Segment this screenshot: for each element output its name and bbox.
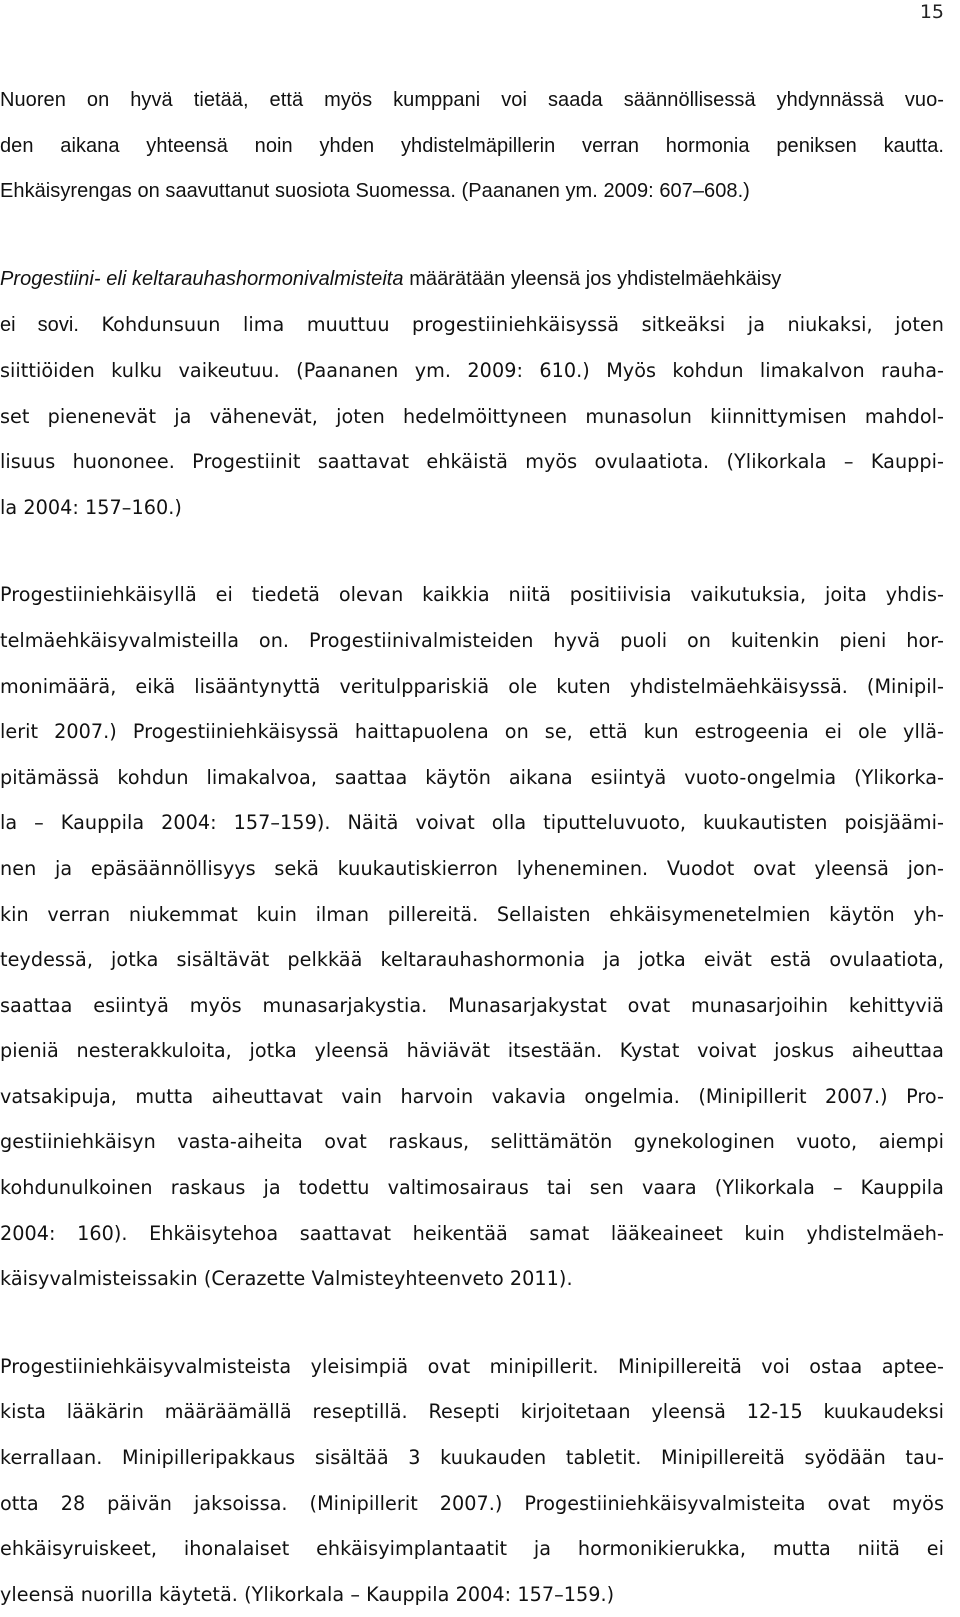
- text-line: nen ja epäsäännöllisyys sekä kuukautiskierron lyheneminen. Vuodot ovat yleensä jon-: [0, 856, 944, 880]
- text-line: teydessä, jotka sisältävät pelkkää keltarauhashormonia ja jotka eivät estä ovulaatiota,: [0, 948, 944, 972]
- text-line: Nuoren on hyvä tietää, että myös kumppani voi saada säännöllisessä yhdynnässä vuo-: [0, 89, 944, 111]
- text-line: ehkäisyruiskeet, ihonalaiset ehkäisyimplantaatit ja hormonikierukka, mutta niitä ei: [0, 1537, 944, 1561]
- paragraph-4: [0, 1344, 944, 1617]
- text-line: la – Kauppila 2004: 157–159). Näitä voivat olla tiputteluvuoto, kuukautisten poisjäämi-: [0, 811, 944, 835]
- text-line: siittiöiden kulku vaikeutuu. (Paananen ym. 2009: 610.) Myös kohdun limakalvon rauha-: [0, 358, 944, 382]
- text-line: lisuus huononee. Progestiinit saattavat ehkäistä myös ovulaatiota. (Ylikorkala – Kauppi-: [0, 450, 944, 474]
- text-line: Ehkäisyrengas on saavuttanut suosiota Suomessa. (Paananen ym. 2009: 607–608.): [0, 180, 750, 203]
- text-line: vatsakipuja, mutta aiheuttavat vain harvoin vakavia ongelmia. (Minipillerit 2007.) Pro-: [0, 1084, 944, 1108]
- text-line: set pienenevät ja vähenevät, joten hedelmöittyneen munasolun kiinnittymisen mahdol-: [0, 404, 944, 428]
- text-line: lerit 2007.) Progestiiniehkäisyssä haittapuolena on se, että kun estrogeenia ei ole yllä-: [0, 720, 944, 744]
- italic-term: Progestiini- eli keltarauhashormonivalmisteita: [0, 267, 404, 290]
- text-line: monimäärä, eikä lisääntynyttä veritulppariskiä ole kuten yhdistelmäehkäisyssä. (Minipil-: [0, 674, 944, 698]
- paragraph-3: [0, 572, 944, 1302]
- text-line: kerrallaan. Minipilleripakkaus sisältää 3 kuukauden tabletit. Minipillereitä syödään tau-: [0, 1446, 944, 1470]
- text-line: yleensä nuorilla käytetä. (Ylikorkala – Kauppila 2004: 157–159.): [0, 1582, 615, 1606]
- text-span: Kohdunsuun lima muuttuu progestiiniehkäisyssä sitkeäksi ja niukaksi, joten: [79, 313, 944, 337]
- text-span: määrätään yleensä jos yhdistelmäehkäisy: [403, 267, 782, 290]
- paragraph-1: [0, 78, 944, 215]
- text-line: Progestiiniehkäisyvalmisteista yleisimpiä ovat minipillerit. Minipillereitä voi ostaa aptee-: [0, 1354, 944, 1378]
- text-line: gestiiniehkäisyn vasta-aiheita ovat raskaus, selittämätön gynekologinen vuoto, aiempi: [0, 1130, 944, 1154]
- paragraph-2: [0, 257, 944, 531]
- document-body: [0, 78, 944, 1617]
- text-line: den aikana yhteensä noin yhden yhdistelmäpillerin verran hormonia peniksen kautta.: [0, 134, 944, 157]
- text-line: telmäehkäisyvalmisteilla on. Progestiinivalmisteiden hyvä puoli on kuitenkin pieni hor-: [0, 628, 944, 652]
- text-line: saattaa esiintyä myös munasarjakystia. Munasarjakystat ovat munasarjoihin kehittyviä: [0, 993, 944, 1017]
- text-line: pitämässä kohdun limakalvoa, saattaa käytön aikana esiintyä vuoto-ongelmia (Ylikorka-: [0, 765, 944, 789]
- text-line: [0, 302, 944, 348]
- text-line: 2004: 160). Ehkäisytehoa saattavat heikentää samat lääkeaineet kuin yhdistelmäeh-: [0, 1221, 944, 1245]
- text-line: pieniä nesterakkuloita, jotka yleensä häviävät itsestään. Kystat voivat joskus aiheuttaa: [0, 1039, 944, 1063]
- text-line: [0, 257, 944, 303]
- text-line: kin verran niukemmat kuin ilman pillereitä. Sellaisten ehkäisymenetelmien käytön yh-: [0, 902, 944, 926]
- text-line: otta 28 päivän jaksoissa. (Minipillerit 2007.) Progestiiniehkäisyvalmisteita ovat myös: [0, 1491, 944, 1515]
- text-span: ei sovi.: [0, 314, 79, 337]
- text-line: käisyvalmisteissakin (Cerazette Valmisteyhteenveto 2011).: [0, 1267, 573, 1291]
- page-number: 15: [919, 1, 944, 23]
- text-line: la 2004: 157–160.): [0, 495, 182, 519]
- text-line: kohdunulkoinen raskaus ja todettu valtimosairaus tai sen vaara (Ylikorkala – Kauppila: [0, 1176, 944, 1200]
- text-line: kista lääkärin määräämällä reseptillä. Resepti kirjoitetaan yleensä 12-15 kuukaudeksi: [0, 1400, 944, 1424]
- text-line: Progestiiniehkäisyllä ei tiedetä olevan kaikkia niitä positiivisia vaikutuksia, joita yhdis-: [0, 583, 944, 607]
